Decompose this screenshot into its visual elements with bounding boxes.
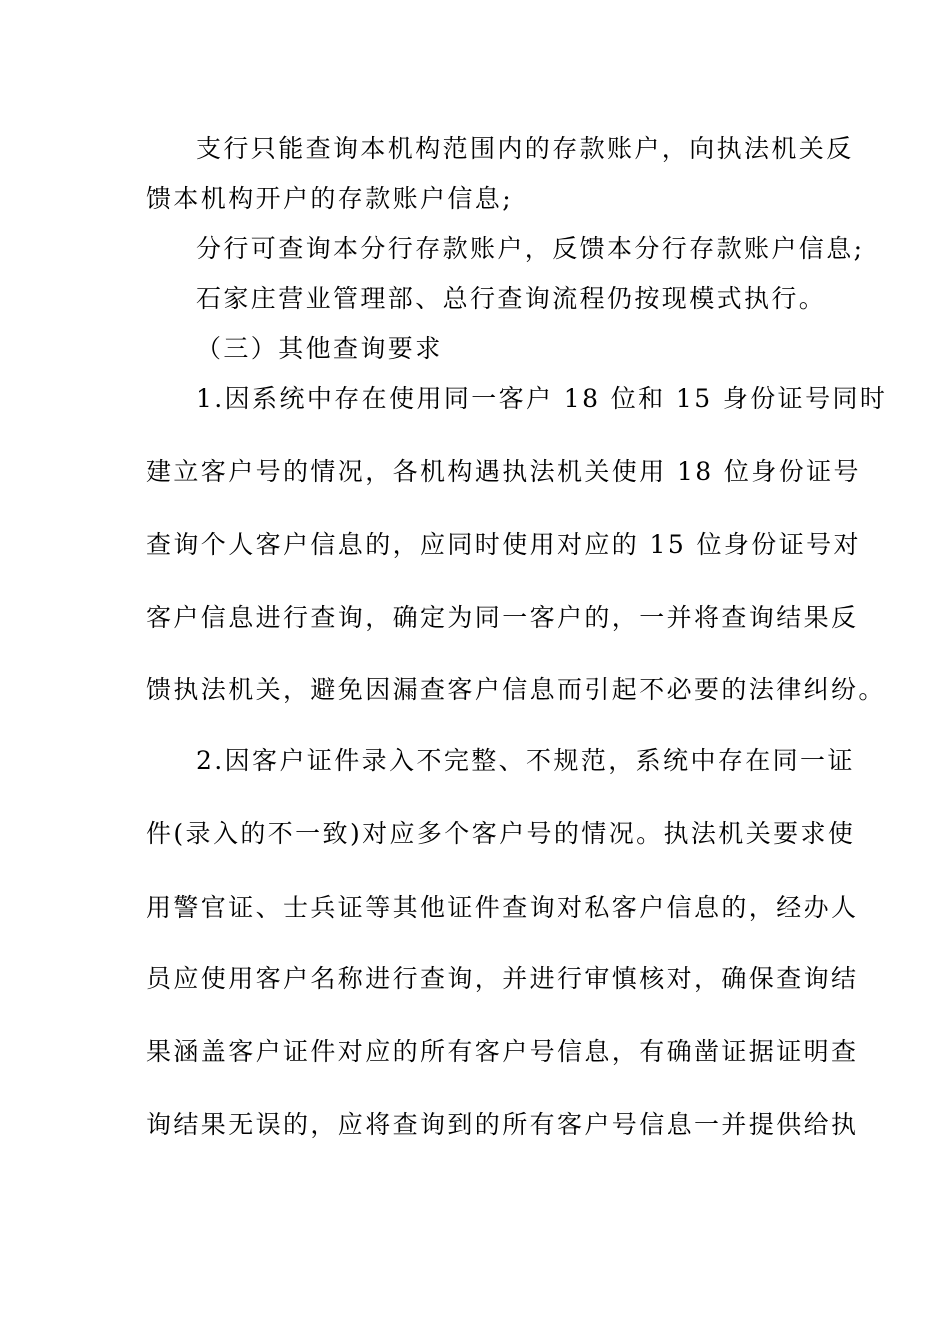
paragraph-line: 询结果无误的，应将查询到的所有客户号信息一并提供给执: [146, 1110, 859, 1139]
paragraph-line: 1.因系统中存在使用同一客户 18 位和 15 身份证号同时: [196, 384, 888, 413]
paragraph-line: 支行只能查询本机构范围内的存款账户，向执法机关反: [196, 134, 854, 163]
section-heading: （三）其他查询要求: [196, 334, 443, 363]
paragraph-line: 用警官证、士兵证等其他证件查询对私客户信息的，经办人: [146, 893, 859, 922]
paragraph-line: 客户信息进行查询，确定为同一客户的，一并将查询结果反: [146, 603, 859, 632]
paragraph-line: 石家庄营业管理部、总行查询流程仍按现模式执行。: [196, 284, 827, 313]
paragraph-line: 员应使用客户名称进行查询，并进行审慎核对，确保查询结: [146, 964, 859, 993]
paragraph-line: 建立客户号的情况，各机构遇执法机关使用 18 位身份证号: [146, 457, 861, 486]
paragraph-line: 馈本机构开户的存款账户信息;: [146, 184, 514, 213]
paragraph-line: 查询个人客户信息的，应同时使用对应的 15 位身份证号对: [146, 530, 861, 559]
paragraph-line: 2.因客户证件录入不完整、不规范，系统中存在同一证: [196, 746, 855, 775]
paragraph-line: 馈执法机关，避免因漏查客户信息而引起不必要的法律纠纷。: [146, 675, 886, 704]
paragraph-line: 件(录入的不一致)对应多个客户号的情况。执法机关要求使: [146, 819, 856, 848]
paragraph-line: 分行可查询本分行存款账户，反馈本分行存款账户信息;: [196, 234, 865, 263]
paragraph-line: 果涵盖客户证件对应的所有客户号信息，有确凿证据证明查: [146, 1037, 859, 1066]
